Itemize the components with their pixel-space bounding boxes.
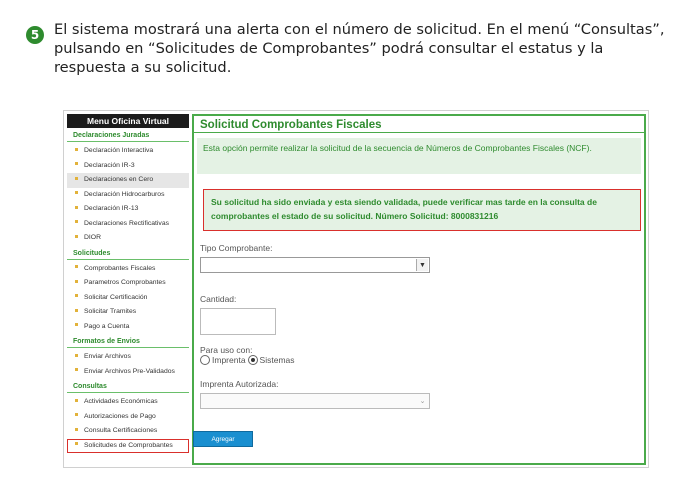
bullet-icon <box>75 399 78 402</box>
bullet-icon <box>75 309 78 312</box>
sidebar-item-consulta-certificaciones[interactable]: Consulta Certificaciones <box>67 424 189 439</box>
sidebar-item-declaracion-hidrocarburos[interactable]: Declaración Hidrocarburos <box>67 188 189 203</box>
sidebar-item-declaracion-interactiva[interactable]: Declaración Interactiva <box>67 144 189 159</box>
page-title: Solicitud Comprobantes Fiscales <box>194 116 644 133</box>
sidebar-item-enviar-archivos[interactable]: Enviar Archivos <box>67 350 189 365</box>
sidebar-item-solicitar-certificacion[interactable]: Solicitar Certificación <box>67 291 189 306</box>
bullet-icon <box>75 265 78 268</box>
sidebar-section-solicitudes: Solicitudes <box>67 246 189 260</box>
sidebar-item-enviar-archivos-prevalidados[interactable]: Enviar Archivos Pre-Validados <box>67 365 189 380</box>
bullet-icon <box>75 162 78 165</box>
office-screenshot <box>63 110 649 468</box>
chevron-down-icon[interactable]: ▼ <box>416 259 428 271</box>
bullet-icon <box>75 280 78 283</box>
bullet-icon <box>75 206 78 209</box>
bullet-icon <box>75 413 78 416</box>
tipo-comprobante-label: Tipo Comprobante: <box>200 243 273 253</box>
instruction-block <box>26 20 666 77</box>
sidebar-item-declaracion-ir13[interactable]: Declaración IR-13 <box>67 202 189 217</box>
cantidad-input[interactable] <box>200 308 276 335</box>
radio-sistemas[interactable] <box>248 355 258 365</box>
sidebar-header: Menu Oficina Virtual <box>67 114 189 128</box>
radio-sistemas-label: Sistemas <box>259 355 295 365</box>
sidebar-item-parametros-comprobantes[interactable]: Parametros Comprobantes <box>67 276 189 291</box>
para-uso-label: Para uso con: <box>200 345 253 355</box>
agregar-button[interactable]: Agregar <box>193 431 253 447</box>
instruction-text: El sistema mostrará una alerta con el número de solicitud. En el menú “Consultas”, pulsando en “Solicitudes de Comprobantes” podrá consultar el estatus y la respuesta a su solicitud. <box>54 21 665 76</box>
radio-imprenta[interactable] <box>200 355 210 365</box>
sidebar-section-consultas: Consultas <box>67 379 189 393</box>
sidebar-item-autorizaciones-pago[interactable]: Autorizaciones de Pago <box>67 410 189 425</box>
bullet-icon <box>75 235 78 238</box>
sidebar-menu <box>67 114 189 466</box>
sidebar-item-pago-a-cuenta[interactable]: Pago a Cuenta <box>67 320 189 335</box>
sidebar-item-declaraciones-rectificativas[interactable]: Declaraciones Rectificativas <box>67 217 189 232</box>
sidebar-item-comprobantes-fiscales[interactable]: Comprobantes Fiscales <box>67 262 189 277</box>
radio-imprenta-label: Imprenta <box>212 355 246 365</box>
chevron-down-icon[interactable]: ⌄ <box>419 398 426 405</box>
imprenta-autorizada-label: Imprenta Autorizada: <box>200 379 279 389</box>
bullet-icon <box>75 428 78 431</box>
bullet-icon <box>75 220 78 223</box>
bullet-icon <box>75 177 78 180</box>
main-panel <box>192 114 646 465</box>
bullet-icon <box>75 148 78 151</box>
sidebar-section-declaraciones: Declaraciones Juradas <box>67 128 189 142</box>
sidebar-item-declaraciones-cero[interactable]: Declaraciones en Cero <box>67 173 189 188</box>
bullet-icon <box>75 323 78 326</box>
uso-radio-group <box>200 355 295 365</box>
sidebar-item-solicitar-tramites[interactable]: Solicitar Tramites <box>67 305 189 320</box>
success-alert: Su solicitud ha sido enviada y esta siendo validada, puede verificar mas tarde en la consulta de comprobantes el estado de su solicitud. Número Solicitud: 8000831216 <box>203 189 641 231</box>
bullet-icon <box>75 368 78 371</box>
bullet-icon <box>75 442 78 445</box>
cantidad-label: Cantidad: <box>200 294 237 304</box>
tipo-comprobante-select[interactable] <box>200 257 430 273</box>
sidebar-item-solicitudes-comprobantes[interactable]: Solicitudes de Comprobantes <box>67 439 189 454</box>
bullet-icon <box>75 354 78 357</box>
bullet-icon <box>75 294 78 297</box>
step-number-icon: 5 <box>26 26 44 44</box>
sidebar-section-formatos: Formatos de Envios <box>67 334 189 348</box>
sidebar-item-actividades-economicas[interactable]: Actividades Económicas <box>67 395 189 410</box>
sidebar-item-declaracion-ir3[interactable]: Declaración IR-3 <box>67 159 189 174</box>
description-text: Esta opción permite realizar la solicitud de la secuencia de Números de Comprobantes Fiscales (NCF). <box>197 138 641 174</box>
imprenta-autorizada-select[interactable] <box>200 393 430 409</box>
bullet-icon <box>75 191 78 194</box>
sidebar-item-dior[interactable]: DIOR <box>67 231 189 246</box>
